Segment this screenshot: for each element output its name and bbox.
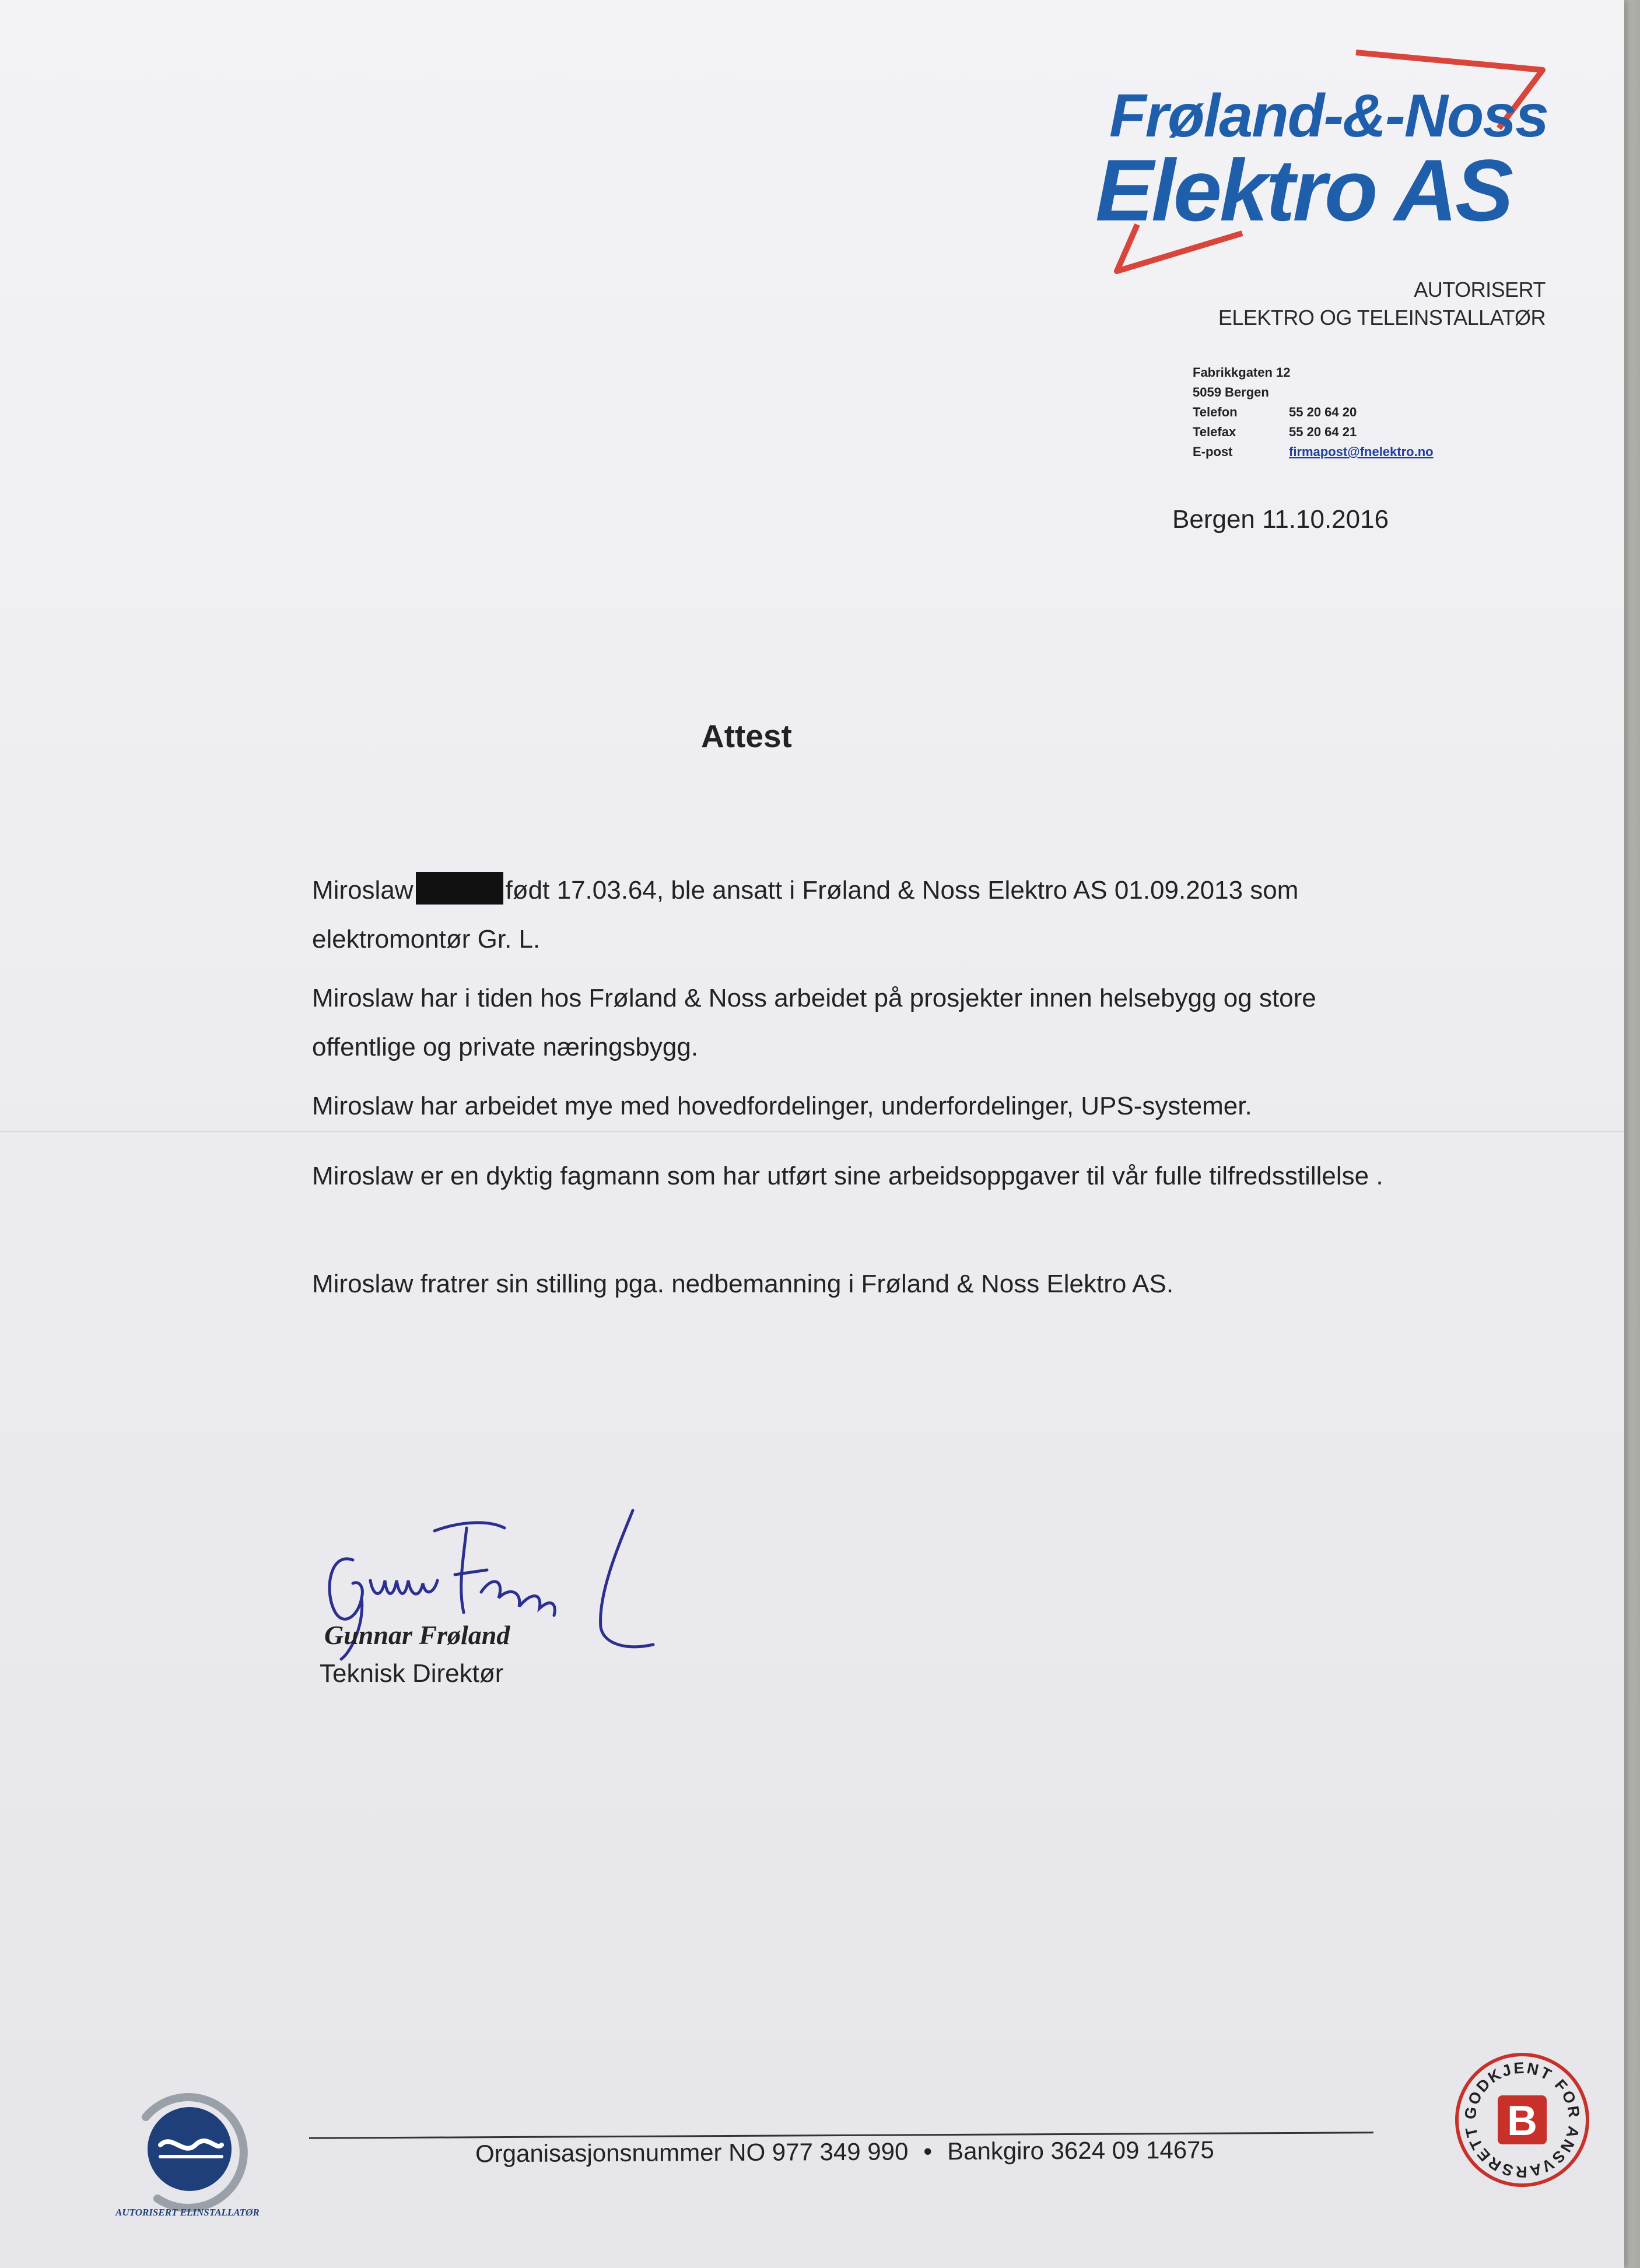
phone-row <box>1193 402 1434 422</box>
employee-first-name: Miroslaw <box>312 876 413 905</box>
footer-separator: • <box>923 2137 933 2165</box>
signer-name: Gunnar Frøland <box>324 1620 510 1650</box>
authorized-label: AUTORISERT <box>1414 278 1546 302</box>
paragraph-termination: Miroslaw fratrer sin stilling pga. nedbemanning i Frøland & Noss Elektro AS. <box>312 1270 1174 1298</box>
address-street: Fabrikkgaten 12 <box>1193 365 1291 380</box>
phone-label: Telefon <box>1193 405 1238 419</box>
org-number: Organisasjonsnummer NO 977 349 990 <box>475 2137 909 2168</box>
document-title: Attest <box>701 718 792 754</box>
elinstallator-logo <box>122 2082 262 2222</box>
phone-number: 55 20 64 20 <box>1289 405 1357 419</box>
brand-name-line1: Frøland-&-Noss <box>1109 82 1548 150</box>
paragraph-experience: Miroslaw har arbeidet mye med hovedfordelinger, underfordelinger, UPS-systemer. <box>312 1092 1252 1120</box>
contact-block <box>1193 363 1434 462</box>
footer-company-info <box>475 2136 1214 2168</box>
seal-letter: B <box>1507 2098 1537 2144</box>
email-label: E-post <box>1193 444 1233 459</box>
employment-details: født 17.03.64, ble ansatt i Frøland & Noss Elektro AS 01.09.2013 som elektromontør Gr. L. <box>312 876 1299 954</box>
fax-row <box>1193 422 1434 442</box>
email-row <box>1193 442 1434 462</box>
paragraph-employment <box>312 866 1420 964</box>
fax-number: 55 20 64 21 <box>1289 425 1357 439</box>
bankgiro: Bankgiro 3624 09 14675 <box>947 2136 1214 2165</box>
ansvarsrett-seal <box>1452 2050 1592 2190</box>
installer-label: ELEKTRO OG TELEINSTALLATØR <box>1218 306 1546 329</box>
elinstallator-caption: AUTORISERT ELINSTALLATØR <box>115 2207 260 2218</box>
paragraph-projects: Miroslaw har i tiden hos Frøland & Noss arbeidet på prosjekter innen helsebygg og store offentlige og private næringsbygg. <box>312 984 1316 1061</box>
paragraph-assessment: Miroslaw er en dyktig fagmann som har utført sine arbeidsoppgaver til vår fulle tilfredsstillelse . <box>312 1162 1383 1190</box>
address-postal: 5059 Bergen <box>1193 385 1269 399</box>
seal-text: GODKJENT FOR ANSVARSRETT <box>1461 2059 1583 2181</box>
elinstallator-emblem-icon <box>122 2082 262 2222</box>
letter-date: Bergen 11.10.2016 <box>1172 505 1389 534</box>
redacted-surname <box>416 872 503 905</box>
fax-label: Telefax <box>1193 425 1236 439</box>
brand-name-line2: Elektro AS <box>1095 141 1512 239</box>
company-logo <box>1091 41 1548 329</box>
email-link[interactable]: firmapost@fnelektro.no <box>1289 444 1434 459</box>
signer-title: Teknisk Direktør <box>320 1659 504 1688</box>
